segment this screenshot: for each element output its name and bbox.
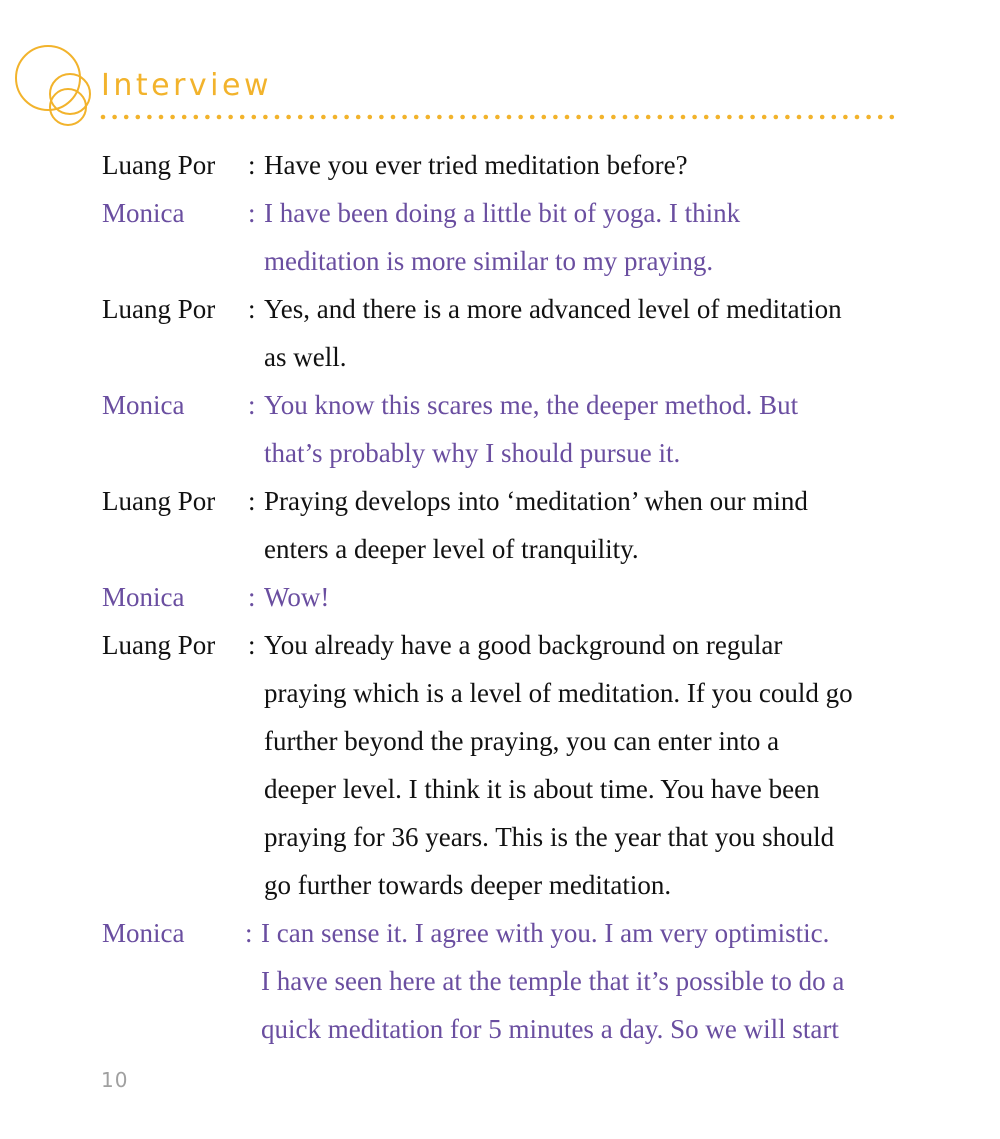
colon-separator: : <box>248 294 256 324</box>
dialogue-turn <box>102 621 962 909</box>
rule-dot <box>228 115 233 120</box>
rule-dot <box>426 115 431 120</box>
rule-dot <box>194 115 199 120</box>
speech-line: enters a deeper level of tranquility. <box>264 534 639 564</box>
colon-separator: : <box>245 918 253 948</box>
speech-text <box>264 285 962 381</box>
rule-dot <box>634 115 639 120</box>
speaker-name: Monica <box>102 918 185 948</box>
section-title: Interview <box>101 68 272 103</box>
rule-dot <box>252 115 257 120</box>
speech-line: You know this scares me, the deeper method. But <box>264 390 799 420</box>
rule-dot <box>356 115 361 120</box>
rule-dot <box>321 115 326 120</box>
rule-dot <box>170 115 175 120</box>
rule-dot <box>240 115 245 120</box>
rule-dot <box>611 115 616 120</box>
rule-dot <box>542 115 547 120</box>
rule-dot <box>843 115 848 120</box>
speech-line: go further towards deeper meditation. <box>264 870 672 900</box>
speech-line: quick meditation for 5 minutes a day. So we will start <box>261 1014 839 1044</box>
rule-dot <box>402 115 407 120</box>
colon-separator: : <box>248 390 256 420</box>
rule-dot <box>530 115 535 120</box>
speech-line: I have been doing a little bit of yoga. I think <box>264 198 741 228</box>
rule-dot <box>507 115 512 120</box>
rule-dot <box>414 115 419 120</box>
speech-line: deeper level. I think it is about time. You have been <box>264 774 820 804</box>
dialogue-turn <box>102 909 962 1053</box>
rule-dot <box>588 115 593 120</box>
rule-dot <box>890 115 895 120</box>
colon-separator: : <box>248 198 256 228</box>
speaker-name: Luang Por <box>102 150 216 180</box>
page-header <box>0 0 1000 140</box>
speech-line: further beyond the praying, you can enter into a <box>264 726 780 756</box>
dialogue-turn <box>102 573 962 621</box>
rule-dot <box>437 115 442 120</box>
speaker-name: Monica <box>102 198 185 228</box>
rule-dot <box>159 115 164 120</box>
dialogue-turn <box>102 141 962 189</box>
dialogue-turn <box>102 189 962 285</box>
rule-dot <box>286 115 291 120</box>
ring-large <box>16 46 80 110</box>
speech-text <box>264 141 962 189</box>
colon-separator: : <box>248 486 256 516</box>
speech-line: praying for 36 years. This is the year that you should <box>264 822 835 852</box>
rule-dot <box>124 115 129 120</box>
speaker-name: Monica <box>102 582 185 612</box>
dotted-rule <box>101 115 894 120</box>
speech-line: as well. <box>264 342 347 372</box>
rule-dot <box>263 115 268 120</box>
rule-dot <box>681 115 686 120</box>
rule-dot <box>136 115 141 120</box>
speech-line: meditation is more similar to my praying. <box>264 246 714 276</box>
speech-line: Have you ever tried meditation before? <box>264 150 688 180</box>
rule-dot <box>495 115 500 120</box>
rule-dot <box>727 115 732 120</box>
rule-dot <box>658 115 663 120</box>
speech-line: I can sense it. I agree with you. I am very optimistic. <box>261 918 830 948</box>
rule-dot <box>600 115 605 120</box>
rule-dot <box>205 115 210 120</box>
speech-line: You already have a good background on regular <box>264 630 783 660</box>
rule-dot <box>785 115 790 120</box>
dialogue-turn <box>102 285 962 381</box>
speech-text <box>264 189 962 285</box>
rule-dot <box>449 115 454 120</box>
speech-line: Praying develops into ‘meditation’ when our mind <box>264 486 808 516</box>
speech-text <box>264 573 962 621</box>
speech-line: praying which is a level of meditation. If you could go <box>264 678 853 708</box>
rule-dot <box>472 115 477 120</box>
rule-dot <box>275 115 280 120</box>
dialogue-turn <box>102 381 962 477</box>
rule-dot <box>484 115 489 120</box>
colon-separator: : <box>248 582 256 612</box>
speaker-name: Luang Por <box>102 294 216 324</box>
rule-dot <box>750 115 755 120</box>
rule-dot <box>878 115 883 120</box>
rings-icon <box>16 46 90 125</box>
rule-dot <box>518 115 523 120</box>
speech-line: I have seen here at the temple that it’s possible to do a <box>261 966 845 996</box>
rule-dot <box>739 115 744 120</box>
speech-text <box>264 381 962 477</box>
page-number: 10 <box>101 1068 129 1092</box>
rule-dot <box>820 115 825 120</box>
rule-dot <box>797 115 802 120</box>
rule-dot <box>344 115 349 120</box>
interview-dialogue <box>102 141 962 1053</box>
rule-dot <box>460 115 465 120</box>
rule-dot <box>692 115 697 120</box>
rule-dot <box>704 115 709 120</box>
rule-dot <box>774 115 779 120</box>
dialogue-turn <box>102 477 962 573</box>
rule-dot <box>217 115 222 120</box>
speech-line: Wow! <box>264 582 330 612</box>
rule-dot <box>379 115 384 120</box>
speaker-name: Luang Por <box>102 630 216 660</box>
rule-dot <box>101 115 106 120</box>
rule-dot <box>333 115 338 120</box>
rule-dot <box>808 115 813 120</box>
rule-dot <box>855 115 860 120</box>
rule-dot <box>112 115 117 120</box>
rule-dot <box>832 115 837 120</box>
rule-dot <box>576 115 581 120</box>
colon-separator: : <box>248 630 256 660</box>
rule-dot <box>716 115 721 120</box>
rule-dot <box>646 115 651 120</box>
rule-dot <box>669 115 674 120</box>
rule-dot <box>565 115 570 120</box>
speaker-name: Luang Por <box>102 486 216 516</box>
speech-text <box>264 621 962 909</box>
rule-dot <box>182 115 187 120</box>
rule-dot <box>368 115 373 120</box>
rule-dot <box>762 115 767 120</box>
speech-text <box>264 477 962 573</box>
colon-separator: : <box>248 150 256 180</box>
speaker-name: Monica <box>102 390 185 420</box>
rule-dot <box>866 115 871 120</box>
speech-line: that’s probably why I should pursue it. <box>264 438 681 468</box>
rule-dot <box>298 115 303 120</box>
speech-text <box>261 909 962 1053</box>
rule-dot <box>553 115 558 120</box>
rule-dot <box>623 115 628 120</box>
rule-dot <box>391 115 396 120</box>
rule-dot <box>310 115 315 120</box>
rule-dot <box>147 115 152 120</box>
speech-line: Yes, and there is a more advanced level of meditation <box>264 294 842 324</box>
